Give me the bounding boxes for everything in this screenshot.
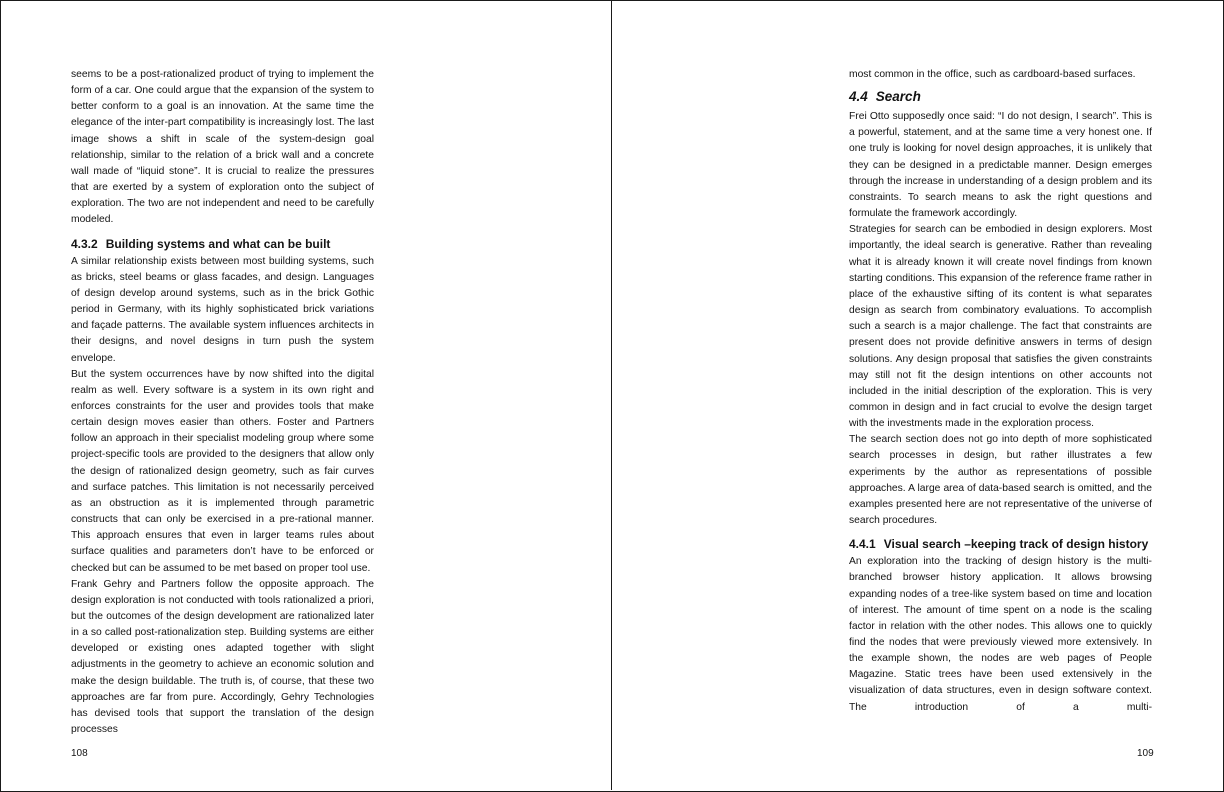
body-paragraph: A similar relationship exists between most building systems, such as bricks, steel beams or glass facades, and design. Languages of design develop around systems, such as in the brick Gothic period in Germany, with its highly sophisticated brick variations and façade patterns. The available system influences architects in their designs, and novel designs in turn push the system envelope. (71, 255, 374, 364)
right-page-text-column (849, 67, 1152, 716)
subsection-title: Visual search –keeping track of design history (883, 537, 1149, 552)
body-paragraph: Frank Gehry and Partners follow the opposite approach. The design exploration is not conducted with tools rationalized a priori, but the outcomes of the design development are rationalized later in a so called post-rationalization step. Building systems are either developed or existing ones adapted together with slight adjustments in the geometry to achieve an economic solution and make the design buildable. The truth is, of course, that these two approaches are far from pure. Accordingly, Gehry Technologies has devised tools that support the translation of the design processes (71, 578, 374, 736)
section-number: 4.4 (849, 89, 868, 105)
section-title: Search (875, 89, 921, 105)
section-number: 4.3.2 (71, 236, 98, 251)
section-title: Building systems and what can be built (105, 236, 331, 251)
section-heading-4-4 (849, 88, 1152, 106)
body-paragraph: An exploration into the tracking of design history is the multi-branched browser history application. It allows browsing expanding nodes of a tree-like system based on time and location of interest. The amount of time spent on a node is the scaling factor in relation with the other nodes. This allows one to quickly find the nodes that were previously viewed more extensively. In the example shown, the nodes are web pages of People Magazine. Static trees have been used extensively in the visualization of data structures, even in design software context. The introduction of a multi- (849, 556, 1152, 713)
page-gutter (611, 0, 612, 790)
body-paragraph: Frei Otto supposedly once said: “I do not design, I search”. This is a powerful, statement, and at the same time a very honest one. If one truly is looking for novel design approaches, it is unlikely that they can be designed in a predictable manner. Design emerges through the increase in understanding of a design problem and its constraints. To search means to ask the right questions and formulate the framework accordingly. (849, 111, 1152, 220)
body-paragraph: But the system occurrences have by now shifted into the digital realm as well. Every software is a system in its own right and enforces constraints for the user and provides tools that make certain design moves easier than others. Foster and Partners follow an approach in their specialist modeling group where some project-specific tools are provided to the designers that allow only the design of rationalized design geometry, such as fair curves and surface patches. This limitation is not necessarily perceived as an obstruction as it is implemented through parametric constructs that can only be exercised in a pre-rational manner. This approach ensures that even in larger teams rules about surface qualities and parameters don’t have to be enforced or checked but can be assumed to be met based on proper tool use. (71, 368, 374, 574)
left-opening-paragraph: seems to be a post-rationalized product of trying to implement the form of a car. One could argue that the expansion of the system to better conform to a goal is an innovation. At the same time the elegance of the inter-part compatibility is increasingly lost. The last image shows a shift in scale of the system-design goal relationship, similar to the relation of a brick wall and a concrete wall made of “liquid stone”. It is crucial to realize the pressures that are exerted by a system of exploration onto the subject of exploration. The two are not independent and need to be carefully modeled. (71, 69, 374, 226)
subsection-heading-4-4-1 (849, 536, 1152, 552)
body-paragraph: The search section does not go into depth of more sophisticated search processes in design, but rather illustrates a few experiments by the author as representations of possible approaches. A large area of data-based search is omitted, and the examples presented here are not representative of the universe of search procedures. (849, 434, 1152, 527)
section-heading-4-3-2 (71, 236, 374, 252)
left-page-text-column (71, 67, 374, 738)
body-paragraph: Strategies for search can be embodied in design explorers. Most importantly, the ideal search is generative. Rather than revealing what it is already known it will create novel findings from known starting conditions. This expansion of the reference frame rather in place of the exhaustive sifting of its content is what separates design as search from combinatory evaluations. To accomplish such a search is a major challenge. The fact that constraints are present does not provide definitive answers in terms of design solutions. Any design proposal that satisfies the given constraints may still not fit the design intentions on other accounts not included in the initial description of the exploration. This is very common in design and in fact crucial to evolve the design target with the investments made in the exploration process. (849, 224, 1152, 430)
subsection-number: 4.4.1 (849, 537, 876, 552)
page-number-right: 109 (1137, 748, 1154, 759)
right-opening-paragraph: most common in the office, such as cardboard-based surfaces. (849, 69, 1136, 80)
page-number-left: 108 (71, 748, 88, 759)
